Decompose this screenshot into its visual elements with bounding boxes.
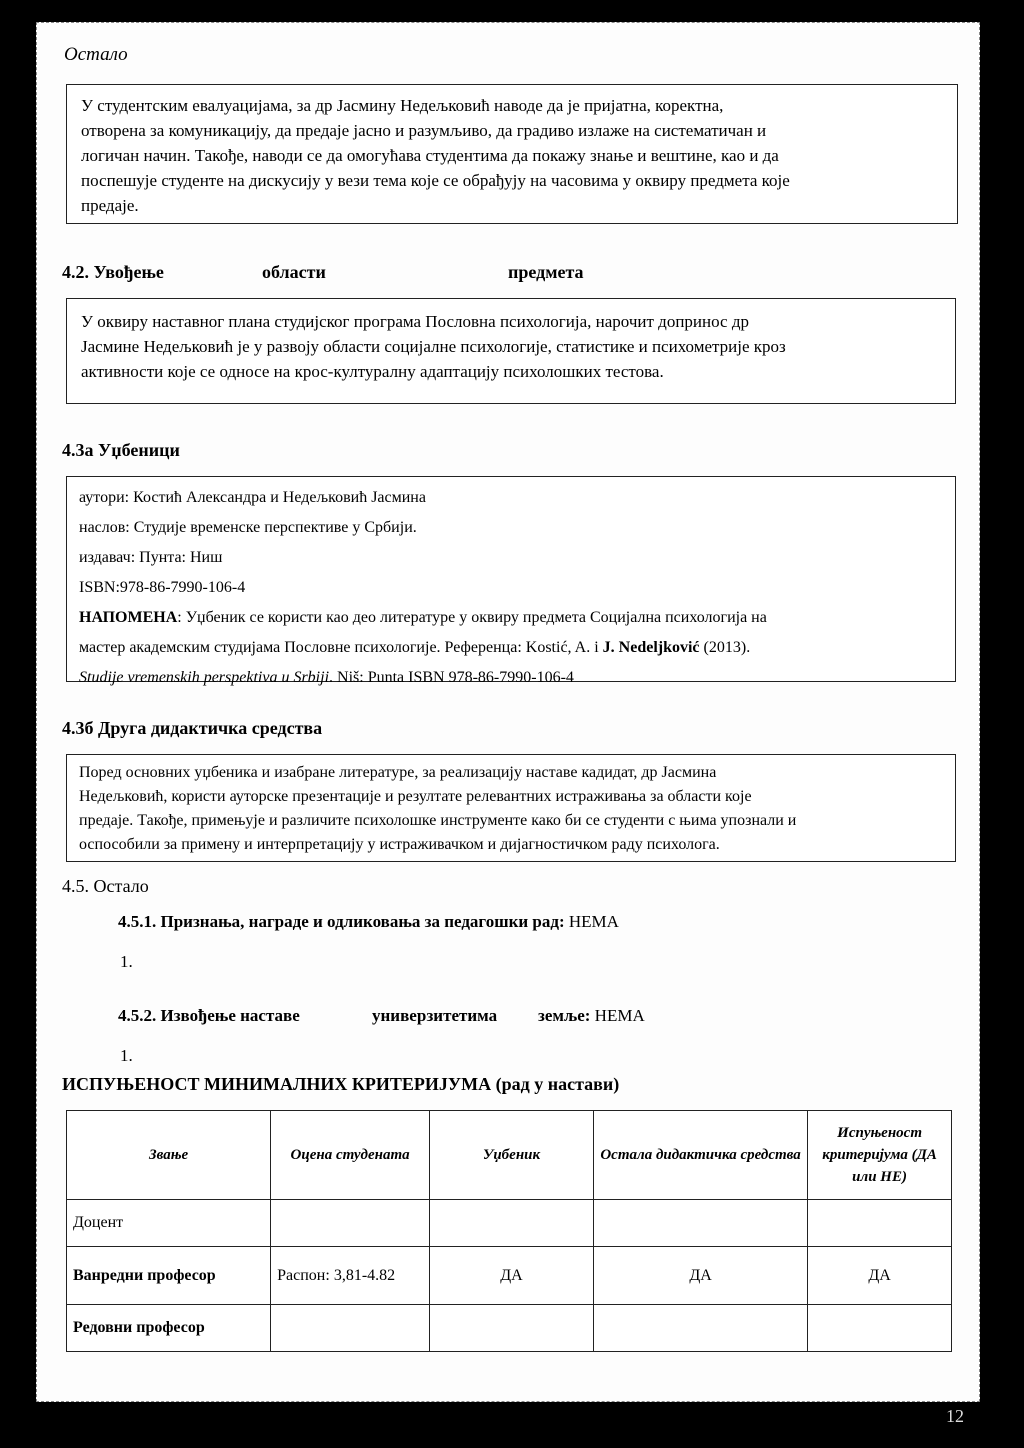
- table-cell: [593, 1305, 807, 1352]
- teaching-value: НЕМА: [594, 1006, 645, 1025]
- heading-word: 4.2. Увођење: [62, 262, 164, 282]
- textbook-isbn: ISBN:978-86-7990-106-4: [79, 579, 246, 596]
- awards-item: 1.: [120, 952, 133, 971]
- text-line: У оквиру наставног плана студијског програма Пословна психологија, нарочит допринос др: [81, 312, 749, 331]
- table-cell: Распон: 3,81-4.82: [271, 1247, 430, 1305]
- table-header-cell: Испуњеност критеријума (ДА или НЕ): [808, 1111, 952, 1200]
- eval-line: У студентским евалуацијама, за др Јасмину Недељковић наводе да је пријатна, коректна,: [81, 96, 724, 115]
- table-cell: [271, 1305, 430, 1352]
- table-header-cell: Звање: [67, 1111, 271, 1200]
- table-cell: [430, 1200, 594, 1247]
- textbook-note: [79, 603, 767, 633]
- evaluation-box: [66, 84, 958, 224]
- textbook-box: [66, 476, 956, 686]
- text-line: предаје. Такође, примењује и различите психолошке инструменте како би се студенти с њима упознали и: [79, 812, 797, 829]
- section-4-2-heading: [62, 262, 584, 283]
- criteria-table: [66, 1110, 952, 1352]
- teaching-abroad-line: [538, 1006, 645, 1026]
- teaching-label: универзитетима: [372, 1006, 498, 1025]
- textbook-authors: аутори: Костић Александра и Недељковић Јасмина: [79, 489, 426, 506]
- teaching-label: 4.5.2. Извођење наставе: [118, 1006, 300, 1025]
- awards-value: НЕМА: [568, 912, 619, 931]
- table-cell: [593, 1200, 807, 1247]
- table-cell: Доцент: [67, 1200, 271, 1247]
- eval-line: предаје.: [81, 196, 139, 215]
- note-text: . Niš: Punta ISBN 978-86-7990-106-4: [329, 669, 574, 686]
- section-4-3a-heading: 4.3а Уџбеници: [62, 440, 180, 460]
- text-line: Јасмине Недељковић је у развоју области социјалне психологије, статистике и психометрије кроз: [81, 337, 786, 356]
- table-header-cell: Уџбеник: [430, 1111, 594, 1200]
- table-row: [67, 1247, 952, 1305]
- table-header-cell: Оцена студената: [271, 1111, 430, 1200]
- note-text: мастер академским студијама Пословне психологије. Референца: Kostić, A. i: [79, 639, 603, 656]
- table-cell: [808, 1200, 952, 1247]
- table-row: [67, 1200, 952, 1247]
- note-book-title: Studije vremenskih perspektiva u Srbiji: [79, 669, 330, 686]
- table-row: [67, 1305, 952, 1352]
- table-cell: Редовни професор: [67, 1305, 271, 1352]
- table-cell: ДА: [593, 1247, 807, 1305]
- table-cell: [271, 1200, 430, 1247]
- text-line: активности које се односе на крос-културалну адаптацију психолошких тестова.: [81, 362, 664, 381]
- text-line: Поред основних уџбеника и изабране литературе, за реализацију наставе кадидат, др Јасмина: [79, 764, 717, 781]
- table-cell: [430, 1305, 594, 1352]
- teaching-label: земље:: [538, 1006, 595, 1025]
- textbook-note: [79, 663, 767, 693]
- section-4-5-heading: 4.5. Остало: [62, 876, 149, 896]
- textbook-note: [79, 633, 767, 663]
- page-number: 12: [946, 1406, 964, 1426]
- table-cell: ДА: [430, 1247, 594, 1305]
- didactic-box: [66, 754, 956, 862]
- table-cell: [808, 1305, 952, 1352]
- heading-word: предмета: [508, 262, 584, 282]
- note-author: J. Nedeljković: [602, 639, 700, 656]
- text-line: Недељковић, користи ауторске презентације и резултате релевантних истраживања за области које: [79, 788, 752, 805]
- heading-word: области: [262, 262, 326, 282]
- section-4-2-box: [66, 298, 956, 404]
- text-line: оспособили за примену и интерпретацију у истраживачком и дијагностичком раду психолога.: [79, 836, 720, 853]
- teaching-abroad-line: [372, 1006, 497, 1026]
- eval-line: отворена за комуникацију, да предаје јасно и разумљиво, да градиво излаже на систематичан и: [81, 121, 767, 140]
- note-text: (2013).: [699, 639, 751, 656]
- table-header-cell: Остала дидактичка средства: [593, 1111, 807, 1200]
- criteria-title: ИСПУЊЕНОСТ МИНИМАЛНИХ КРИТЕРИЈУМА (рад у настави): [62, 1074, 620, 1094]
- teaching-item: 1.: [120, 1046, 133, 1065]
- textbook-publisher: издавач: Пунта: Ниш: [79, 549, 223, 566]
- awards-label: 4.5.1. Признања, награде и одликовања за педагошки рад:: [118, 912, 569, 931]
- eval-line: логичан начин. Такође, наводи се да омогућава студентима да покажу знање и вештине, као и да: [81, 146, 779, 165]
- table-header-row: [67, 1111, 952, 1200]
- note-label: НАПОМЕНА: [79, 609, 178, 626]
- table-cell: ДА: [808, 1247, 952, 1305]
- section-4-3b-heading: 4.3б Друга дидактичка средства: [62, 718, 323, 738]
- section-ostalo-title: Остало: [64, 44, 128, 65]
- table-cell: Ванредни професор: [67, 1247, 271, 1305]
- note-text: : Уџбеник се користи као део литературе у оквиру предмета Социјална психологија на: [177, 609, 767, 626]
- textbook-title: наслов: Студије временске перспективе у Србији.: [79, 519, 417, 536]
- teaching-abroad-line: [118, 1006, 300, 1026]
- awards-line: [118, 912, 619, 932]
- eval-line: поспешује студенте на дискусију у вези тема које се обрађују на часовима у оквиру предмета које: [81, 171, 790, 190]
